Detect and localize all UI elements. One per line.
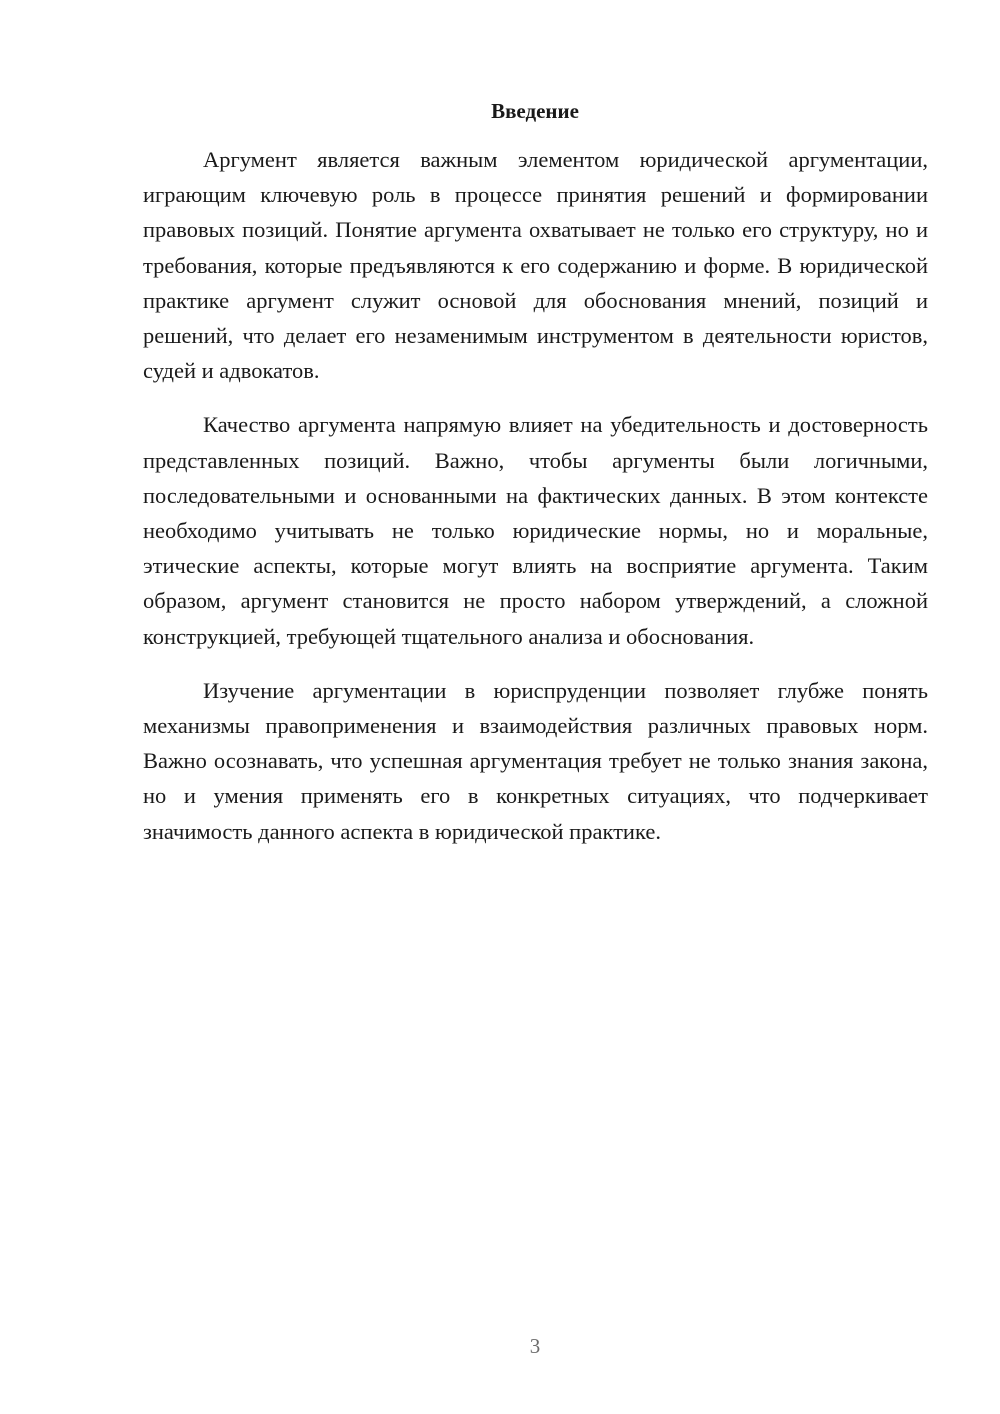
paragraph-3: Изучение аргументации в юриспруденции позволяет глубже понять механизмы правоприменения и взаимодействия различных правовых норм. Важно осознавать, что успешная аргументация требует не только знания закона, но и умения применять его в конкретных ситуациях, что подчеркивает значимость данного аспекта в юридической практике. (143, 677, 928, 844)
paragraph-2: Качество аргумента напрямую влияет на убедительность и достоверность представленных позиций. Важно, чтобы аргументы были логичными, последовательными и основанными на фактических данных. В этом контексте необходимо учитывать не только юридические нормы, но и моральные, этические аспекты, которые могут влиять на восприятие аргумента. Таким образом, аргумент становится не просто набором утверждений, а сложной конструкцией, требующей тщательного анализа и обоснования. (143, 412, 928, 649)
section-heading: Введение (491, 99, 579, 123)
body-text (143, 142, 928, 868)
page-number: 3 (529, 1334, 541, 1358)
paragraph-1: Аргумент является важным элементом юридической аргументации, играющим ключевую роль в процессе принятия решений и формировании правовых позиций. Понятие аргумента охватывает не только его структуру, но и требования, которые предъявляются к его содержанию и форме. В юридической практике аргумент служит основой для обоснования мнений, позиций и решений, что делает его незаменимым инструментом в деятельности юристов, судей и адвокатов. (143, 147, 928, 384)
